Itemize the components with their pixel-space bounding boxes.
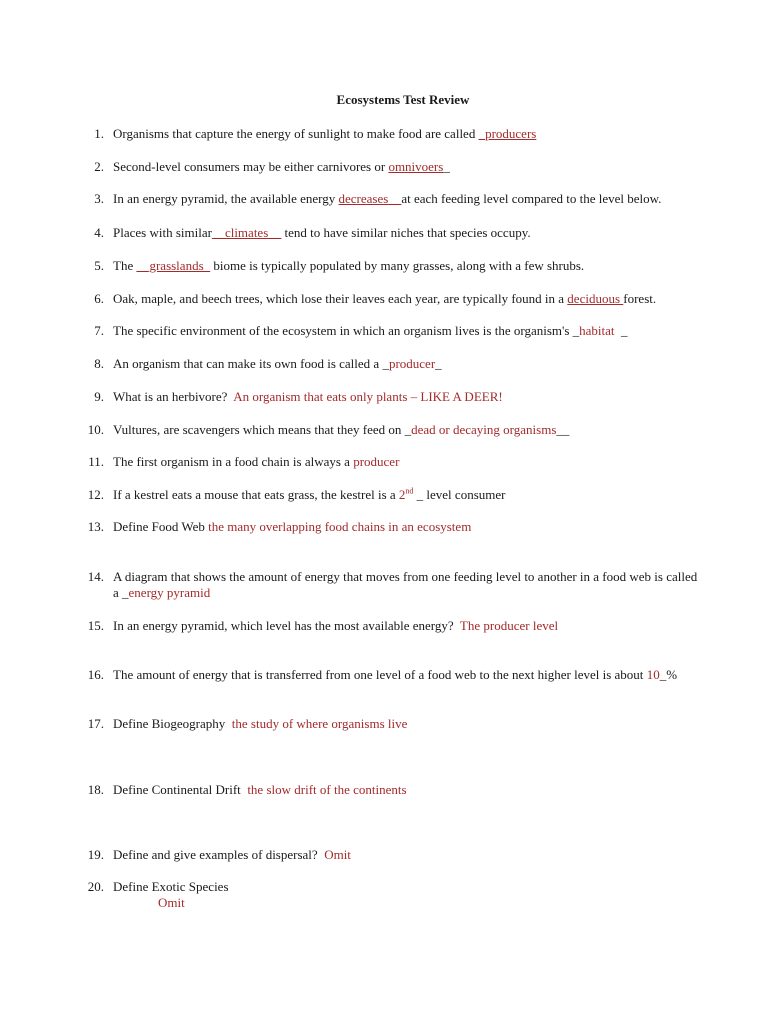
answer-text: producer — [353, 454, 400, 469]
answer-text: The producer level — [459, 618, 559, 633]
answer-text: An organism that eats only plants – LIKE A DEER! — [233, 389, 503, 404]
question-text: Second-level consumers may be either carnivores or omnivoers_ — [113, 159, 450, 174]
answer-text: the slow drift of the continents — [247, 782, 407, 797]
question-text: The amount of energy that is transferred from one level of a food web to the next higher level is about 10_% — [113, 667, 678, 682]
question-text: In an energy pyramid, the available energy decreases__at each feeding level compared to the level below. — [113, 191, 662, 206]
question-number: 14. — [87, 569, 104, 584]
question-number: 3. — [94, 191, 104, 206]
question-text: Define Continental Drift the slow drift of the continents — [113, 782, 407, 797]
question-text: The first organism in a food chain is always a producer — [113, 454, 400, 469]
answer-text: energy pyramid — [128, 585, 211, 600]
question-number: 2. — [94, 159, 104, 174]
answer-text: deciduous — [567, 291, 624, 306]
question-number: 7. — [94, 323, 104, 338]
question-number: 13. — [87, 519, 104, 534]
answer-text: 10 — [646, 667, 660, 682]
question-number: 5. — [94, 258, 104, 273]
answer-text: __grasslands_ — [136, 258, 211, 273]
question-number: 16. — [87, 667, 104, 682]
question-text: Vultures, are scavengers which means that they feed on _dead or decaying organisms__ — [113, 422, 570, 437]
answer-text: decreases — [338, 191, 389, 206]
page-title: Ecosystems Test Review — [336, 92, 470, 107]
question-text: Organisms that capture the energy of sunlight to make food are called _producers — [113, 126, 537, 141]
answer-text: Omit — [324, 847, 351, 862]
answer-text: the many overlapping food chains in an ecosystem — [208, 519, 472, 534]
answer-text: omnivoers — [388, 159, 444, 174]
question-number: 1. — [94, 126, 104, 141]
question-text: If a kestrel eats a mouse that eats grass, the kestrel is a 2nd _ level consumer — [113, 486, 506, 502]
question-number: 12. — [87, 487, 104, 502]
question-text: Places with similar__climates__ tend to have similar niches that species occupy. — [113, 225, 531, 240]
question-text: What is an herbivore? An organism that eats only plants – LIKE A DEER! — [113, 389, 503, 404]
question-text: Define Exotic Species — [113, 879, 229, 894]
question-text: Define Biogeography the study of where organisms live — [113, 716, 408, 731]
answer-text: producers — [485, 126, 537, 141]
question-text: Oak, maple, and beech trees, which lose their leaves each year, are typically found in a deciduous forest. — [113, 291, 657, 306]
question-number: 6. — [94, 291, 104, 306]
answer-text: __climates__ — [211, 225, 282, 240]
answer-text: 2nd — [398, 486, 414, 502]
question-text: In an energy pyramid, which level has the most available energy? The producer level — [113, 618, 559, 633]
question-text: An organism that can make its own food is called a _producer_ — [113, 356, 442, 371]
question-number: 8. — [94, 356, 104, 371]
question-text: Define Food Web the many overlapping food chains in an ecosystem — [113, 519, 472, 534]
question-number: 19. — [87, 847, 104, 862]
question-number: 17. — [87, 716, 104, 731]
question-number: 10. — [87, 422, 104, 437]
question-number: 9. — [94, 389, 104, 404]
question-text: The __grasslands_ biome is typically populated by many grasses, along with a few shrubs. — [113, 258, 585, 273]
answer-text: dead or decaying organisms — [411, 422, 557, 437]
answer-text: Omit — [158, 895, 185, 910]
answer-text: the study of where organisms live — [231, 716, 408, 731]
answer-text: habitat — [579, 323, 615, 338]
question-text: A diagram that shows the amount of energy that moves from one feeding level to another in a food web is called a _energy pyramid — [113, 569, 698, 600]
question-text: The specific environment of the ecosystem in which an organism lives is the organism's _habitat _ — [113, 323, 628, 338]
question-number: 18. — [87, 782, 104, 797]
question-number: 20. — [87, 879, 104, 894]
question-number: 11. — [88, 454, 104, 469]
question-number: 15. — [87, 618, 104, 633]
answer-text: producer — [388, 356, 436, 371]
question-text: Define and give examples of dispersal? Omit — [113, 847, 351, 862]
question-number: 4. — [94, 225, 104, 240]
